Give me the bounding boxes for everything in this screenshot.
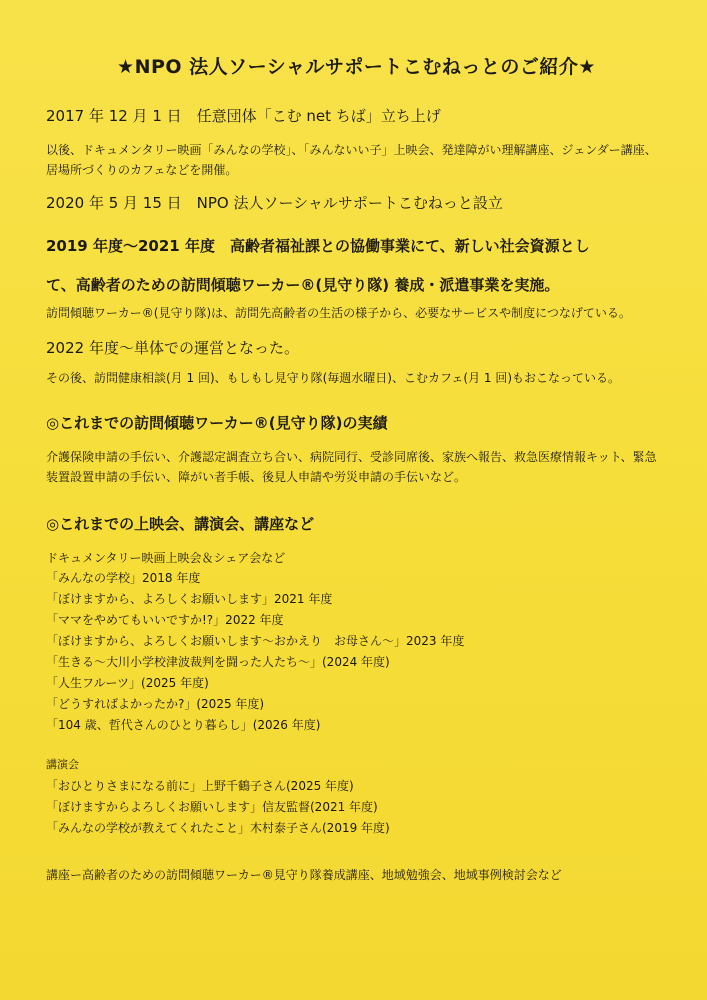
achievements-section: [46, 412, 667, 487]
list-item: 「みんなの学校」2018 年度: [46, 571, 201, 585]
lecture-list: [46, 776, 667, 839]
film-list: [46, 568, 667, 736]
courses-text: 講座ー高齢者のための訪問傾聴ワーカー®見守り隊養成講座、地域勉強会、地域事例検討会など: [46, 868, 562, 882]
list-item: 「ママをやめてもいいですか!?」2022 年度: [46, 613, 284, 627]
history-2022-body: その後、訪問健康相談(月 1 回)、もしもし見守り隊(毎週水曜日)、こむカフェ(月 1 回)もおこなっている。: [46, 371, 621, 385]
history-2019-heading-continued: て、高齢者のための訪問傾聴ワーカー®(見守り隊) 養成・派遣事業を実施。: [46, 276, 560, 294]
lectures-label: 講演会: [46, 758, 79, 771]
films-label: ドキュメンタリー映画上映会＆シェア会など: [46, 551, 286, 565]
history-2019-heading: 2019 年度～2021 年度 高齢者福祉課との協働事業にて、新しい社会資源とし: [46, 237, 590, 255]
list-item: 「おひとりさまになる前に」上野千鶴子さん(2025 年度): [46, 779, 354, 793]
list-item: 「ぼけますからよろしくお願いします」信友監督(2021 年度): [46, 800, 378, 814]
list-item: 「ぼけますから、よろしくお願いします」2021 年度: [46, 592, 333, 606]
list-item: 「104 歳、哲代さんのひとり暮らし」(2026 年度): [46, 718, 321, 732]
events-section: [46, 513, 667, 885]
history-2022-heading: 2022 年度～単体での運営となった。: [46, 339, 299, 357]
list-item: 「みんなの学校が教えてくれたこと」木村泰子さん(2019 年度): [46, 821, 390, 835]
achievements-heading: ◎これまでの訪問傾聴ワーカー®(見守り隊)の実績: [46, 414, 388, 432]
list-item: 「生きる～大川小学校津波裁判を闘った人たち～」(2024 年度): [46, 655, 390, 669]
list-item: 「人生フルーツ」(2025 年度): [46, 676, 209, 690]
history-2017-heading: 2017 年 12 月 1 日 任意団体「こむ net ちば」立ち上げ: [46, 107, 441, 125]
page-title: ★NPO 法人ソーシャルサポートこむねっとのご紹介★: [117, 56, 596, 78]
list-item: 「どうすればよかったか?」(2025 年度): [46, 697, 265, 711]
history-2017-body: 以後、ドキュメンタリー映画「みんなの学校」、「みんないい子」上映会、発達障がい理解講座、ジェンダー講座、居場所づくりのカフェなどを開催。: [46, 143, 657, 177]
list-item: 「ぼけますから、よろしくお願いします～おかえり お母さん～」2023 年度: [46, 634, 465, 648]
history-2020-heading: 2020 年 5 月 15 日 NPO 法人ソーシャルサポートこむねっと設立: [46, 194, 503, 212]
events-heading: ◎これまでの上映会、講演会、講座など: [46, 515, 315, 533]
history-section: [46, 105, 667, 388]
achievements-body: 介護保険申請の手伝い、介護認定調査立ち合い、病院同行、受診同席後、家族へ報告、救急医療情報キット、緊急装置設置申請の手伝い、障がい者手帳、後見人申請や労災申請の手伝いなど。: [46, 450, 657, 484]
history-2019-body: 訪問傾聴ワーカー®(見守り隊)は、訪問先高齢者の生活の様子から、必要なサービスや制度につなげている。: [46, 306, 631, 320]
